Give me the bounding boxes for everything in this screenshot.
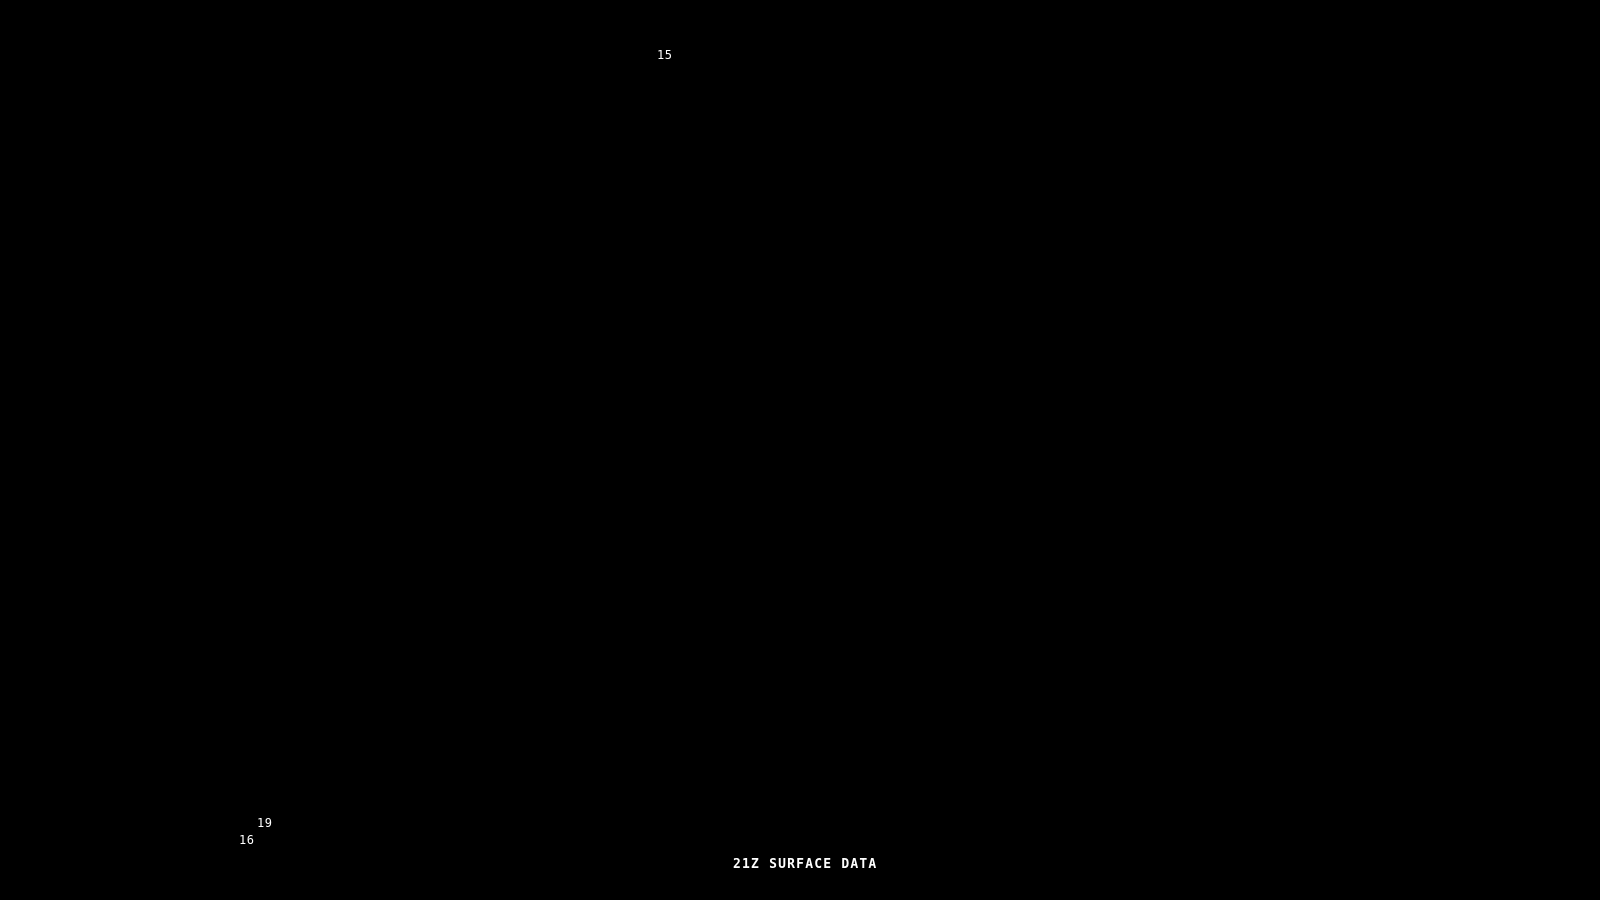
station-observation-temperature: 19 (257, 816, 273, 830)
map-title: 21Z SURFACE DATA (733, 857, 878, 872)
station-observation-dewpoint: 16 (239, 833, 255, 847)
station-observation-temperature: 15 (657, 48, 673, 62)
